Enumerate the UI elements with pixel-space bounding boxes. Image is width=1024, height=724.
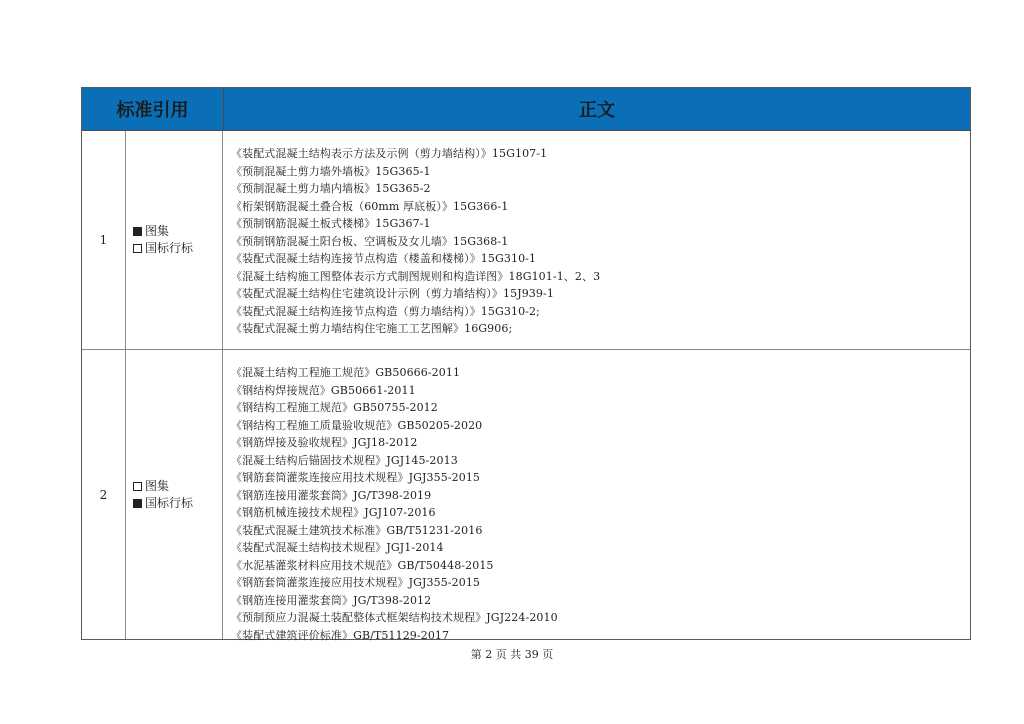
checkbox-icon (133, 499, 142, 508)
table-header (82, 88, 970, 131)
reference-line: 《装配式建筑评价标准》GB/T51129-2017 (231, 628, 450, 642)
checkbox-icon (133, 244, 142, 253)
option-label: 图集 (145, 224, 170, 238)
reference-line: 《钢筋机械连接技术规程》JGJ107-2016 (231, 506, 436, 519)
reference-line: 《桁架钢筋混凝土叠合板（60mm 厚底板）》15G366-1 (231, 199, 509, 213)
reference-line: 《装配式混凝土结构技术规程》JGJ1-2014 (231, 541, 444, 554)
table-row (82, 131, 970, 350)
reference-line: 《钢筋连接用灌浆套筒》JG/T398-2012 (231, 593, 432, 607)
category-options (126, 131, 223, 349)
checkbox-icon (133, 227, 142, 236)
reference-line: 《钢结构工程施工质量验收规范》GB50205-2020 (231, 418, 483, 432)
reference-line: 《混凝土结构后锚固技术规程》JGJ145-2013 (231, 453, 458, 467)
reference-line: 《装配式混凝土建筑技术标准》GB/T51231-2016 (231, 523, 483, 537)
reference-line: 《水泥基灌浆材料应用技术规范》GB/T50448-2015 (231, 558, 494, 572)
option-label: 国标行标 (145, 241, 194, 255)
option-national-standard (133, 240, 222, 257)
reference-line: 《预制钢筋混凝土阳台板、空调板及女儿墙》15G368-1 (231, 234, 509, 248)
row-number: 1 (82, 131, 126, 349)
table-row (82, 350, 970, 642)
reference-line: 《预制混凝土剪力墙内墙板》15G365-2 (231, 182, 431, 195)
option-atlas (133, 478, 222, 495)
reference-line: 《钢筋焊接及验收规程》JGJ18-2012 (231, 436, 418, 449)
reference-list (223, 131, 970, 349)
reference-line: 《装配式混凝土结构住宅建筑设计示例（剪力墙结构）》15J939-1 (231, 287, 554, 300)
reference-line: 《装配式混凝土结构表示方法及示例（剪力墙结构）》15G107-1 (231, 147, 548, 160)
reference-line: 《装配式混凝土结构连接节点构造（剪力墙结构）》15G310-2; (231, 304, 540, 318)
reference-list (223, 350, 970, 642)
option-label: 国标行标 (145, 495, 194, 510)
reference-line: 《装配式混凝土结构连接节点构造（楼盖和楼梯）》15G310-1 (231, 252, 537, 265)
reference-line: 《混凝土结构工程施工规范》GB50666-2011 (231, 366, 461, 379)
reference-line: 《钢筋套筒灌浆连接应用技术规程》JGJ355-2015 (231, 471, 481, 484)
standards-table (81, 87, 971, 640)
reference-line: 《混凝土结构施工图整体表示方式制图规则和构造详图》18G101-1、2、3 (231, 269, 601, 283)
header-main-text: 正文 (579, 100, 615, 121)
option-atlas (133, 223, 222, 240)
category-options (126, 350, 223, 639)
reference-line: 《钢结构工程施工规范》GB50755-2012 (231, 401, 438, 414)
reference-line: 《装配式混凝土剪力墙结构住宅施工工艺图解》16G906; (231, 322, 513, 335)
reference-line: 《钢筋连接用灌浆套筒》JG/T398-2019 (231, 488, 432, 502)
reference-line: 《钢筋套筒灌浆连接应用技术规程》JGJ355-2015 (231, 576, 481, 589)
reference-line: 《预制预应力混凝土装配整体式框架结构技术规程》JGJ224-2010 (231, 611, 558, 624)
option-national-standard (133, 495, 222, 512)
option-label: 图集 (145, 478, 170, 493)
row-number: 2 (82, 350, 126, 639)
reference-line: 《预制混凝土剪力墙外墙板》15G365-1 (231, 164, 431, 178)
reference-line: 《钢结构焊接规范》GB50661-2011 (231, 383, 416, 397)
page-footer: 第 2 页 共 39 页 (470, 648, 554, 661)
checkbox-icon (133, 482, 142, 491)
header-standard-reference: 标准引用 (82, 88, 224, 130)
reference-line: 《预制钢筋混凝土板式楼梯》15G367-1 (231, 217, 431, 230)
